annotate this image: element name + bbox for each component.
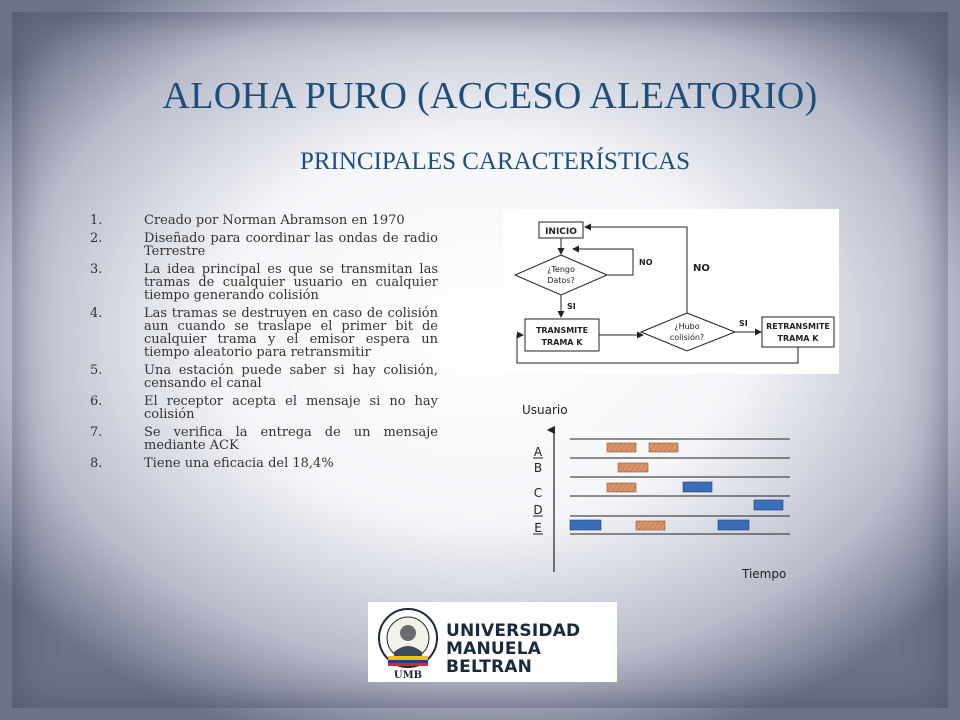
collided-frame xyxy=(649,443,678,452)
ok-frame xyxy=(570,520,601,530)
ok-frame xyxy=(754,500,783,510)
user-label-c: C xyxy=(533,486,543,500)
collided-frame xyxy=(636,521,665,530)
collided-frame xyxy=(618,463,648,472)
no-big-label: NO xyxy=(693,263,710,274)
characteristics-list xyxy=(90,214,438,475)
list-item: 4. Las tramas se destruyen en caso de colisión aun cuando se traslape el primer bit de cualquier trama y el emisor espera un tiempo aleatorio para retransmitir xyxy=(90,306,438,360)
timing-x-label: Tiempo xyxy=(742,567,787,581)
inicio-label: INICIO xyxy=(545,227,577,237)
hubo-label-2: colisión? xyxy=(669,333,705,342)
list-item: 5. Una estación puede saber si hay colisión, censando el canal xyxy=(90,363,438,391)
list-item: 2. Diseñado para coordinar las ondas de radio Terrestre xyxy=(90,231,438,259)
university-name-line2: MANUELA BELTRAN xyxy=(446,639,542,677)
ok-frame xyxy=(718,520,749,530)
list-item: 1. Creado por Norman Abramson en 1970 xyxy=(90,213,405,228)
user-label-d: D xyxy=(533,503,543,517)
transmite-label-1: TRANSMITE xyxy=(535,326,589,335)
no-small-label: NO xyxy=(639,258,653,267)
list-item: 6. El receptor acepta el mensaje si no hay colisión xyxy=(90,394,438,422)
flowchart-svg xyxy=(503,209,839,374)
ok-frame xyxy=(683,482,712,492)
aloha-flowchart xyxy=(503,209,839,374)
seal-text: UMB xyxy=(393,670,423,681)
retransmite-label-2: TRAMA K xyxy=(777,334,819,343)
timing-svg xyxy=(520,420,800,580)
flow-arrow-no-up xyxy=(585,227,687,313)
transmite-label-2: TRAMA K xyxy=(541,338,583,347)
university-name xyxy=(446,622,617,676)
user-label-a: A xyxy=(533,445,543,459)
collided-frame xyxy=(607,483,636,492)
slide-subtitle: PRINCIPALES CARACTERÍSTICAS xyxy=(299,148,691,175)
tengo-label-2: Datos? xyxy=(547,276,575,285)
timing-y-label: Usuario xyxy=(522,403,568,417)
university-logo xyxy=(368,602,617,682)
tengo-label-1: ¿Tengo xyxy=(547,265,575,274)
si-right-label: SI xyxy=(739,319,748,328)
si-small-label: SI xyxy=(567,302,576,311)
list-item: 7. Se verifica la entrega de un mensaje mediante ACK xyxy=(90,425,438,453)
list-item: 8. Tiene una eficacia del 18,4% xyxy=(90,456,334,471)
user-label-b: B xyxy=(533,461,543,475)
collided-frame xyxy=(607,443,636,452)
hubo-label-1: ¿Hubo xyxy=(674,322,700,331)
university-name-line1: UNIVERSIDAD xyxy=(446,621,581,641)
slide-title: ALOHA PURO (ACCESO ALEATORIO) xyxy=(162,75,818,117)
list-item: 3. La idea principal es que se transmitan las tramas de cualquier usuario en cualquier tiempo generando colisión xyxy=(90,262,438,303)
hubo-colision-diamond xyxy=(641,313,735,351)
tengo-datos-diamond xyxy=(515,255,607,295)
timing-diagram xyxy=(520,420,800,580)
retransmite-label-1: RETRANSMITE xyxy=(766,322,830,331)
user-label-e: E xyxy=(534,521,542,535)
umb-seal-icon xyxy=(372,602,444,682)
